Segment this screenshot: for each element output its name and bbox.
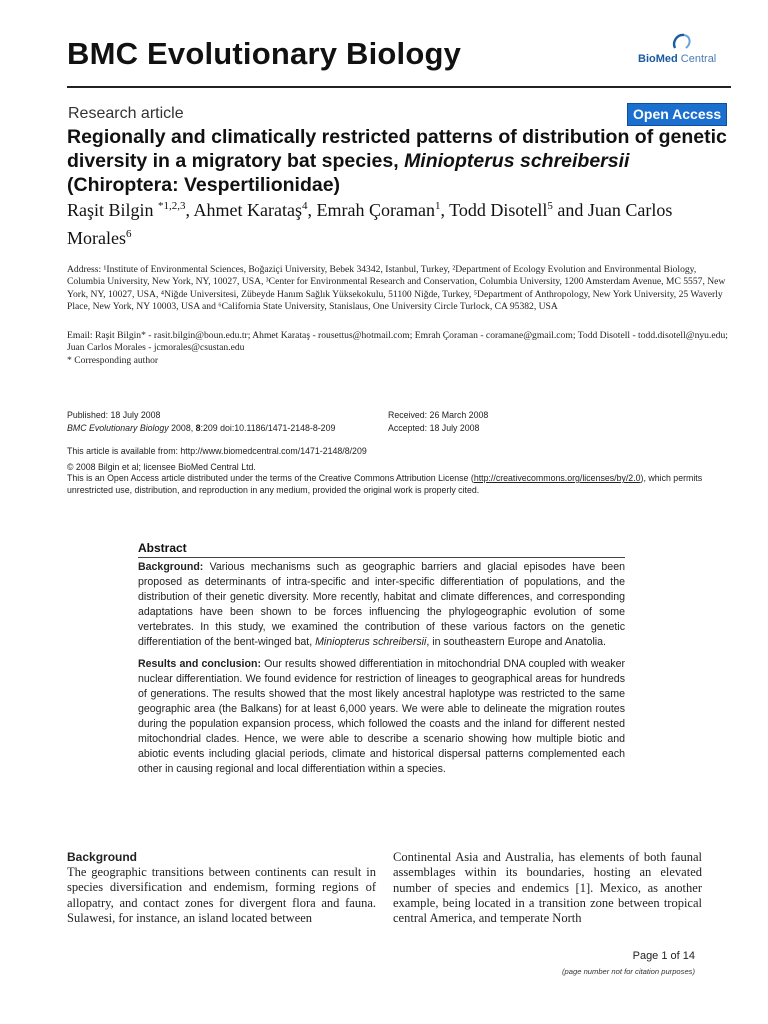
author-affiliation: *1,2,3	[158, 200, 186, 212]
body-column-right	[393, 850, 702, 926]
author-name: Emrah Çoraman	[316, 200, 435, 220]
section-heading-background: Background	[67, 850, 138, 864]
email-list: Email: Raşit Bilgin* - rasit.bilgin@boun.edu.tr; Ahmet Karataş - rousettus@hotmail.com; Emrah Çoraman - coramane@gmail.com; Todd Disotell - todd.disotell@nyu.edu; Juan Carlos Morales - jcmorales@csustan.edu	[67, 330, 728, 354]
citation-volume: 8	[195, 423, 201, 433]
biomed-swirl-icon	[671, 32, 693, 52]
article-title	[67, 125, 737, 197]
author-affiliation: 5	[547, 200, 553, 212]
article-url[interactable]: This article is available from: http://www.biomedcentral.com/1471-2148/8/209	[67, 446, 367, 456]
affiliation-addresses: Address: ¹Institute of Environmental Sciences, Boğaziçi University, Bebek 34342, Istanbul, Turkey, ²Department of Ecology Evolution and Environmental Biology, Columbia University, New York, NY, 10027, USA, ³Center for Environmental Research and Conservation, Columbia University, 1200 Amsterdam Avenue, MC 5557, New York, NY, 10027, USA, ⁴Niğde Universitesi, Zübeyde Hanım Sağlık Yüksekokulu, 51100 Niğde, Turkey, ⁵Department of Anthropology, New York University, 25 Waverly Place, New York, NY 10003, USA and ⁶California State University, Stanislaus, One University Circle Turlock, CA 95382, USA	[67, 264, 726, 312]
published-date: Published: 18 July 2008	[67, 410, 161, 420]
journal-title: BMC Evolutionary Biology	[67, 36, 462, 71]
header-divider	[67, 86, 731, 88]
article-title-part2: (Chiroptera: Vespertilionidae)	[67, 174, 341, 196]
publisher-name-biomed: BioMed	[638, 53, 678, 65]
body-paragraph: The geographic transitions between continents can result in species diversification and endemism, forming regions of allopatry, and contact zones for divergent flora and fauna. Sulawesi, for instance, an island located between	[67, 865, 376, 925]
author-name: Todd Disotell	[449, 200, 548, 220]
author-name: Raşit Bilgin	[67, 200, 154, 220]
abstract-divider	[138, 557, 625, 558]
author-affiliation: 4	[302, 200, 308, 212]
body-column-left	[67, 850, 376, 926]
review-dates	[388, 409, 588, 435]
page-number-note: (page number not for citation purposes)	[562, 967, 695, 976]
license-text: This is an Open Access article distributed under the terms of the Creative Commons Attribution License (http://creativecommons.org/licenses/by/2.0), which permits unrestricted use, distribution, and reproduction in any medium, provided the original work is properly cited.	[67, 473, 703, 495]
abstract-box	[138, 541, 625, 784]
body-paragraph: Continental Asia and Australia, has elements of both faunal assemblages within its boundaries, hosting an elevated number of species and endemics [1]. Mexico, as another example, being located in a transition zone between tropical central America, and temperate North	[393, 850, 702, 926]
publisher-name-central: Central	[677, 53, 717, 65]
publication-info	[67, 409, 367, 435]
author-emails	[67, 330, 731, 367]
author-affiliation: 6	[125, 228, 132, 240]
corresponding-author-note: * Corresponding author	[67, 354, 159, 366]
license-block	[67, 446, 731, 496]
author-name: Juan Carlos Morales	[67, 200, 673, 248]
abstract-results: Results and conclusion: Our results showed differentiation in mitochondrial DNA coupled with weaker nuclear differentiation. We found evidence for restriction of lineages to geographical areas for hundreds of generations. The results showed that the most likely ancestral haplotype was restricted to the same geographic area (the Balkans) for at least 6,000 years. We were able to delineate the migration routes during the population expansion process, which followed the coasts and the inland for different nested mitochondrial clades. Hence, we were able to describe a scenario showing how multiple biotic and abiotic events including glacial periods, climate and historical dispersal patterns complemented each other in causing regional and local differentiation within a species.	[138, 658, 625, 775]
biomed-central-logo	[638, 32, 717, 68]
abstract-heading: Abstract	[138, 541, 187, 555]
article-title-part1: Regionally and climatically restricted patterns of distribution of genetic diversity in a migratory bat species,	[67, 126, 727, 172]
article-title-species: Miniopterus schreibersii	[404, 150, 630, 172]
abstract-species: Miniopterus schreibersii	[315, 636, 427, 648]
received-date: Received: 26 March 2008	[388, 410, 489, 420]
author-affiliation: 1	[434, 200, 441, 212]
abstract-background: Background: Various mechanisms such as geographic barriers and glacial episodes have been proposed as determinants of intra-specific and inter-specific differentiation of populations, and the distribution of their genetic diversity. More recently, habitat and climate differences, and corresponding adaptations have been shown to be forces influencing the phylogeographic evolution of some vertebrates. In this study, we examined the contribution of these various factors on the genetic differentiation of the bent-winged bat, Miniopterus schreibersii, in southeastern Europe and Anatolia.	[138, 561, 625, 648]
accepted-date: Accepted: 18 July 2008	[388, 423, 480, 433]
abstract-results-label: Results and conclusion:	[138, 658, 261, 670]
license-link[interactable]: http://creativecommons.org/licenses/by/2.0	[473, 473, 641, 483]
author-name: Ahmet Karataş	[193, 200, 302, 220]
citation-journal: BMC Evolutionary Biology	[67, 423, 169, 433]
page-number: Page 1 of 14	[632, 950, 695, 962]
citation: BMC Evolutionary Biology 2008, 8:209 doi:10.1186/1471-2148-8-209	[67, 423, 336, 433]
open-access-badge: Open Access	[627, 103, 727, 126]
article-type: Research article	[68, 105, 184, 122]
author-list: Raşit Bilgin $^{*1,2,3}$, Ahmet Karataş$^4$, Emrah Çoraman$^1$, Todd Disotell$^5$ and Juan Carlos Morales$^6$	[67, 200, 673, 248]
abstract-background-label: Background:	[138, 561, 204, 573]
citation-doi: :209 doi:10.1186/1471-2148-8-209	[200, 423, 336, 433]
copyright: © 2008 Bilgin et al; licensee BioMed Central Ltd.	[67, 461, 256, 472]
